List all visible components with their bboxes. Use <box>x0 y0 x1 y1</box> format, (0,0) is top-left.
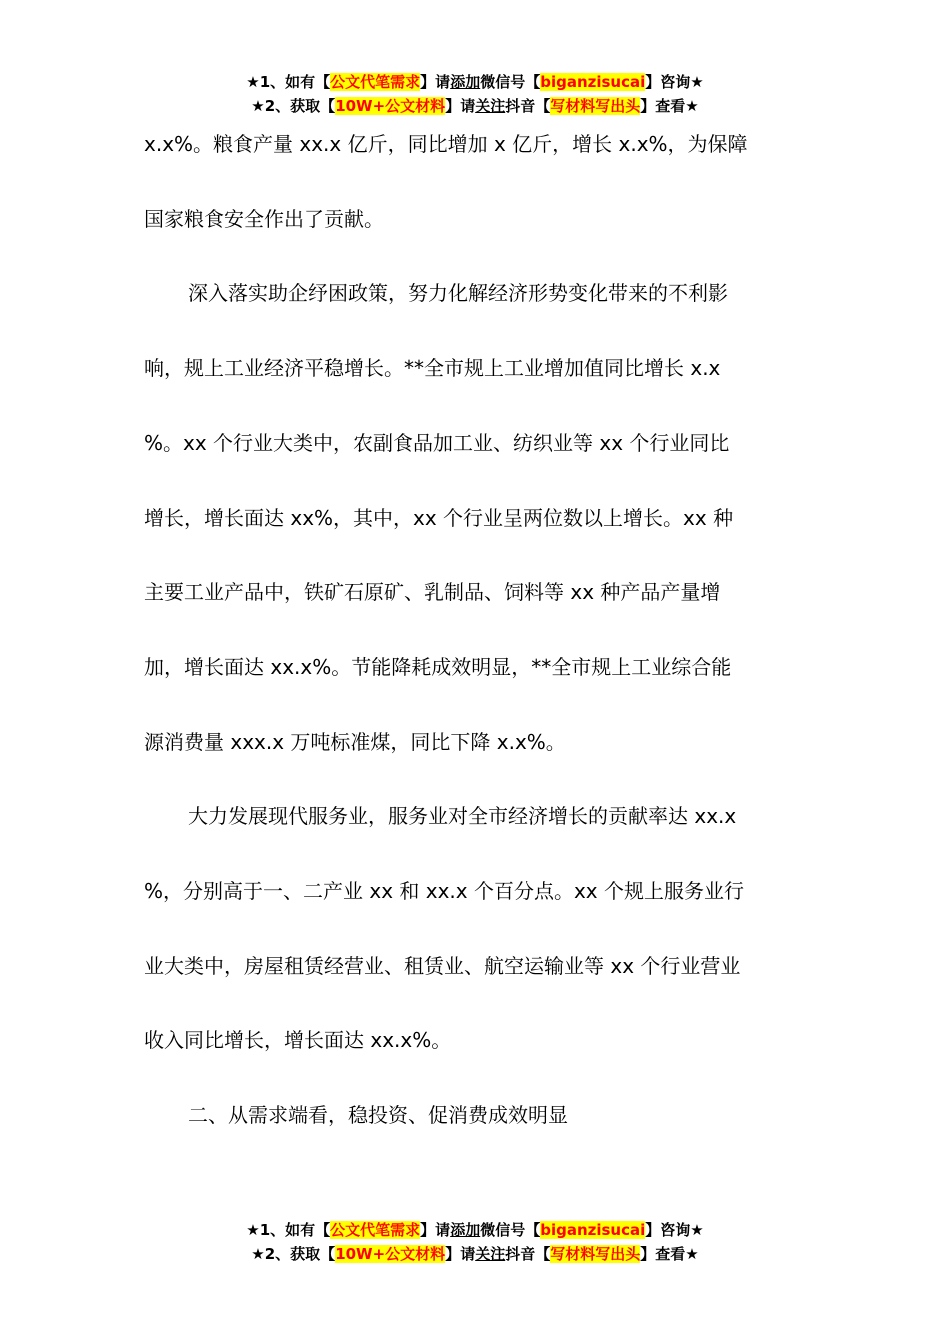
paragraph-grain-output: x.x%。粮食产量 xx.x 亿斤，同比增加 x 亿斤，增长 x.x%，为保障 国家粮食安全作出了贡献。 <box>144 132 748 231</box>
section-heading-demand: 二、从需求端看，稳投资、促消费成效明显 <box>188 1103 568 1128</box>
highlight-wechat-id: biganzisucai <box>540 73 646 91</box>
highlight-materials: 10W+公文材料 <box>335 97 446 115</box>
banner-line-1: ★1、如有【公文代笔需求】请添加微信号【biganzisucai】咨询★ <box>246 73 704 91</box>
highlight-wechat-id: biganzisucai <box>540 1221 646 1239</box>
banner-line-1: ★1、如有【公文代笔需求】请添加微信号【biganzisucai】咨询★ <box>246 1221 704 1239</box>
document-body <box>144 107 809 1153</box>
highlight-douyin-id: 写材料写出头 <box>550 97 641 115</box>
paragraph-industry: 深入落实助企纾困政策，努力化解经济形势变化带来的不利影 响，规上工业经济平稳增长。**全市规上工业增加值同比增长 x.x %。xx 个行业大类中，农副食品加工业、纺织业等 xx 个行业同比 增长，增长面达 xx%，其中，xx 个行业呈两位数以上增长。xx 种 主要工业产品中，铁矿石原矿、乳制品、饲料等 xx 种产品产量增 加，增长面达 xx.x%。节能降耗成效明显，**全市规上工业综合能 源消费量 xxx.x 万吨标准煤，同比下降 x.x%。 <box>144 281 734 754</box>
highlight-service: 公文代笔需求 <box>330 1221 421 1239</box>
paragraph-services: 大力发展现代服务业，服务业对全市经济增长的贡献率达 xx.x %，分别高于一、二产业 xx 和 xx.x 个百分点。xx 个规上服务业行 业大类中，房屋租赁经营业、租赁业、航空运输业等 xx 个行业营业 收入同比增长，增长面达 xx.x%。 <box>144 804 744 1053</box>
highlight-douyin-id: 写材料写出头 <box>550 1245 641 1263</box>
highlight-service: 公文代笔需求 <box>330 73 421 91</box>
footer-banner <box>0 1218 950 1266</box>
highlight-materials: 10W+公文材料 <box>335 1245 446 1263</box>
banner-line-2: ★2、获取【10W+公文材料】请关注抖音【写材料写出头】查看★ <box>251 1245 699 1263</box>
banner-line-2: ★2、获取【10W+公文材料】请关注抖音【写材料写出头】查看★ <box>251 97 699 115</box>
